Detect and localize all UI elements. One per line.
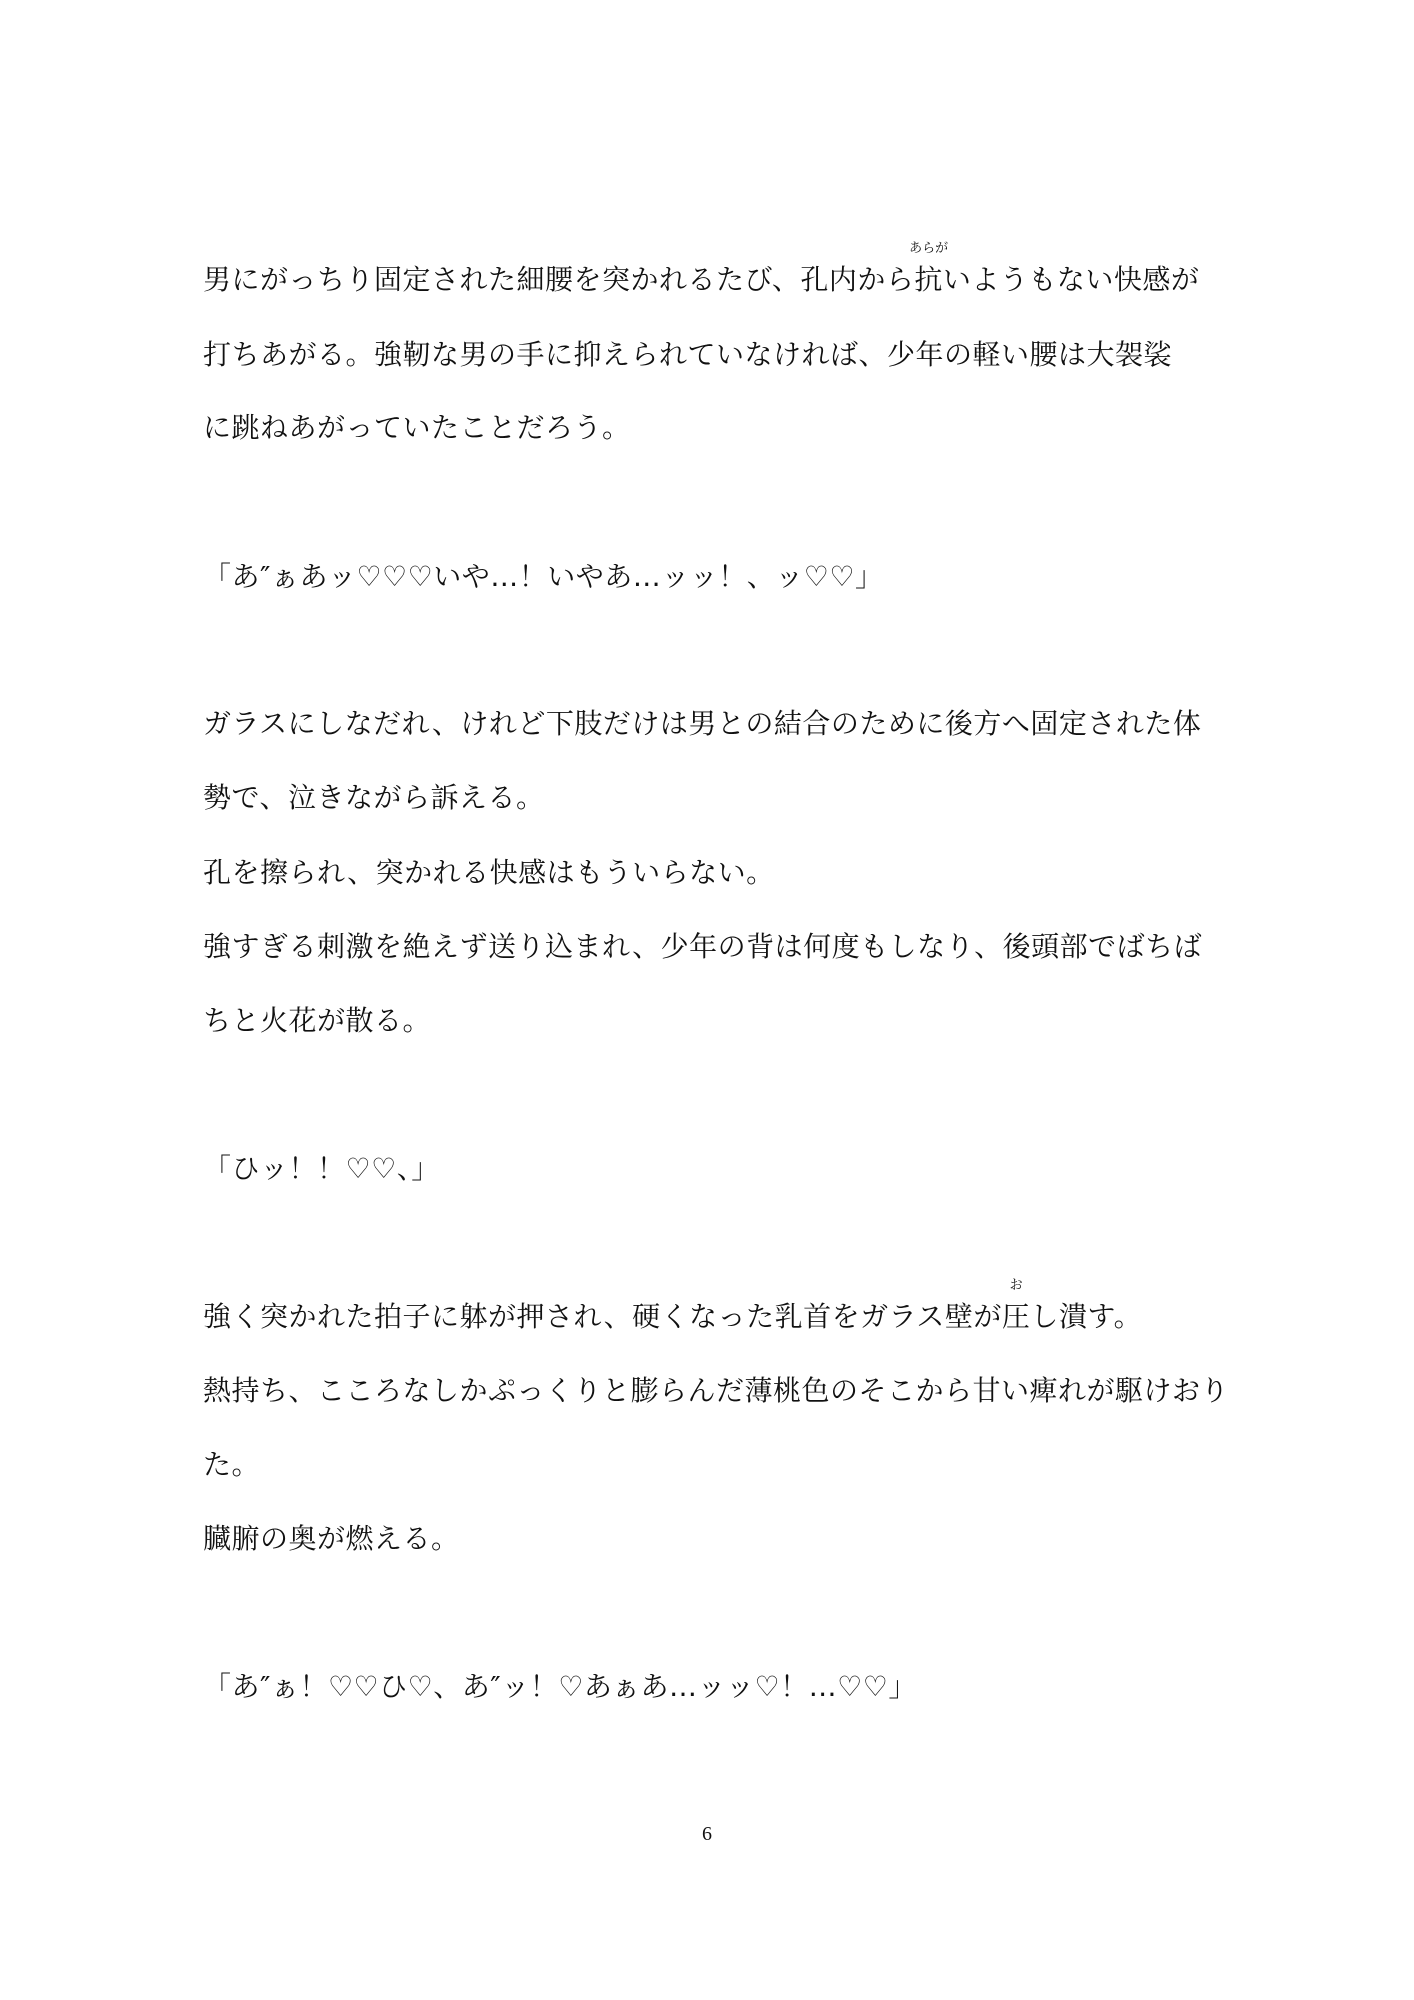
- text-line-11: た。: [203, 1448, 261, 1481]
- dialogue-line-1: 「あ″ぁあッ♡♡♡いや…！いやあ…ッッ！、ッ♡♡」: [203, 560, 884, 593]
- text-line-10: 熱持ち、こころなしかぷっくりと膨らんだ薄桃色のそこから甘い痺れが駆けおり: [203, 1374, 1230, 1407]
- dialogue-line-2: 「ひッ！！♡♡、」: [203, 1152, 440, 1185]
- ruby-reading: あらが: [909, 241, 949, 256]
- text-line-6: 孔を擦られ、突かれる快感はもういらない。: [203, 856, 775, 889]
- ruby-reading: お: [1009, 1278, 1023, 1293]
- text-line-9-after: し潰す。: [1030, 1300, 1143, 1333]
- text-line-1-after: いようもない快感が: [942, 263, 1200, 296]
- ruby-annotation: [1001, 1278, 1031, 1335]
- ruby-base: 抗: [914, 263, 943, 296]
- text-line-9-before: 強く突かれた拍子に躰が押され、硬くなった乳首をガラス壁が: [203, 1300, 1002, 1333]
- text-line-1-before: 男にがっちり固定された細腰を突かれるたび、孔内から: [203, 263, 915, 296]
- page-number: 6: [702, 1823, 712, 1845]
- text-line-9: [203, 1278, 1213, 1335]
- text-line-8: ちと火花が散る。: [203, 1004, 432, 1037]
- text-line-4: ガラスにしなだれ、けれど下肢だけは男との結合のために後方へ固定された体: [203, 707, 1202, 740]
- ruby-base: 圧: [1001, 1300, 1031, 1333]
- text-line-5: 勢で、泣きながら訴える。: [203, 781, 545, 814]
- text-line-1: [203, 241, 1213, 298]
- text-line-3: に跳ねあがっていたことだろう。: [203, 411, 631, 444]
- text-line-7: 強すぎる刺激を絶えず送り込まれ、少年の背は何度もしなり、後頭部でばちば: [203, 930, 1203, 963]
- text-line-2: 打ちあがる。強靭な男の手に抑えられていなければ、少年の軽い腰は大袈裟: [203, 338, 1173, 371]
- text-line-12: 臓腑の奥が燃える。: [203, 1522, 460, 1555]
- ruby-annotation: [909, 241, 949, 298]
- dialogue-line-3: 「あ″ぁ！♡♡ひ♡、あ″ッ！♡あぁあ…ッッ♡！…♡♡」: [203, 1670, 917, 1703]
